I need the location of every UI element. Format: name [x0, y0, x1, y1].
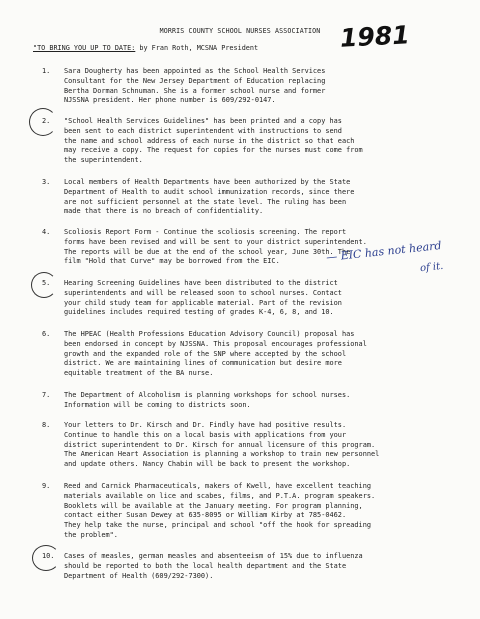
item-line: Cases of measles, german measles and absenteeism of 15% due to influenza	[64, 552, 363, 560]
item-number: 10.	[42, 552, 55, 560]
handwritten-circle-mark	[32, 545, 60, 571]
item-line: NJSSNA president. Her phone number is 609/292-0147.	[64, 96, 276, 105]
item-line: The Department of Alcoholism is planning workshops for school nurses.	[64, 391, 351, 399]
item-line: Consultant for the New Jersey Department of Education replacing	[64, 76, 326, 85]
document-heading: MORRIS COUNTY SCHOOL NURSES ASSOCIATION	[159, 27, 321, 35]
item-line: materials available on lice and scabes, films, and P.T.A. program speakers.	[64, 491, 376, 500]
item-line: been sent to each district superintendent with instructions to send	[64, 126, 342, 135]
item-line: district. We are maintaining lines of communication but desire more	[64, 359, 342, 368]
item-number: 6.	[42, 330, 51, 338]
handwritten-circle-mark	[31, 272, 57, 298]
item-line: They help take the nurse, principal and school "off the hook for spreading	[64, 521, 371, 530]
item-line: guidelines includes required testing of grades K-4, 6, 8, and 10.	[64, 308, 334, 317]
item-number: 2.	[42, 117, 51, 125]
subheading-author: by Fran Roth, MCSNA President	[135, 44, 259, 52]
item-line: forms have been revised and will be sent to your district superintendent.	[64, 237, 367, 246]
item-line: should be reported to both the local health department and the State	[64, 561, 347, 570]
item-line: may receive a copy. The request for copies for the nurses must come from	[64, 146, 363, 155]
item-line: The American Heart Association is planning a workshop to train new personnel	[64, 450, 380, 459]
item-line: the name and school address of each nurse in the district so that each	[64, 136, 355, 145]
handwritten-circle-mark	[29, 108, 57, 136]
item-line: Local members of Health Departments have been authorized by the State	[64, 178, 351, 186]
item-line: the problem".	[64, 530, 118, 539]
handwritten-year: 1981	[339, 20, 411, 53]
item-line: The HPEAC (Health Professions Education Advisory Council) proposal has	[64, 330, 355, 338]
item-line: and update others. Nancy Chabin will be back to present the workshop.	[64, 460, 351, 469]
handwritten-note-line2: of it.	[419, 260, 444, 275]
handwritten-note-line1: — EIC has not heard	[325, 238, 443, 265]
item-line: Booklets will be available at the January meeting. For program planning,	[64, 501, 363, 510]
item-number: 7.	[42, 391, 51, 399]
item-line: Reed and Carnick Pharmaceuticals, makers of Kwell, have excellent teaching	[64, 482, 371, 490]
item-line: Continue to handle this on a local basis with applications from your	[64, 430, 347, 439]
item-line: superintendents and will be released soon to school nurses. Contact	[64, 288, 342, 297]
item-number: 5.	[42, 279, 51, 287]
item-line: Hearing Screening Guidelines have been distributed to the district	[64, 279, 338, 287]
item-line: Department of Health (609/292-7300).	[64, 571, 214, 580]
item-line: contact either Susan Dewey at 635-8095 or William Kirby at 785-0462.	[64, 511, 347, 520]
item-line: Your letters to Dr. Kirsch and Dr. Findly have had positive results.	[64, 421, 347, 429]
item-number: 3.	[42, 178, 51, 186]
item-number: 4.	[42, 228, 51, 236]
item-line: Sara Dougherty has been appointed as the School Health Services	[64, 67, 326, 75]
item-line: equitable treatment of the BA nurse.	[64, 369, 214, 378]
item-line: Department of Health to audit school immunization records, since there	[64, 187, 355, 196]
item-line: Information will be coming to districts soon.	[64, 400, 251, 409]
item-line: growth and the expanded role of the SNP where accepted by the school	[64, 349, 347, 358]
item-line: The reports will be due at the end of the school year, June 30th. The	[64, 247, 351, 256]
item-line: your child study team for applicable material. Part of the revision	[64, 298, 342, 307]
item-line: "School Health Services Guidelines" has been printed and a copy has	[64, 117, 342, 125]
document-subheading	[33, 44, 258, 52]
item-line: Scoliosis Report Form - Continue the scoliosis screening. The report	[64, 228, 347, 236]
item-line: made that there is no breach of confidentiality.	[64, 207, 264, 216]
subheading-title: "TO BRING YOU UP TO DATE:	[33, 44, 136, 52]
item-line: been endorsed in concept by NJSSNA. This proposal encourages professional	[64, 339, 367, 348]
item-line: film "Hold that Curve" may be borrowed from the EIC.	[64, 257, 280, 266]
item-number: 9.	[42, 482, 51, 490]
item-line: the superintendent.	[64, 156, 143, 165]
item-number: 1.	[42, 67, 51, 75]
item-line: are not sufficient personnel at the state level. The ruling has been	[64, 197, 347, 206]
item-number: 8.	[42, 421, 51, 429]
item-line: Bertha Dorman Schnuman. She is a former school nurse and former	[64, 86, 326, 95]
item-line: district superintendent to Dr. Kirsch for annual licensure of this program.	[64, 440, 376, 449]
